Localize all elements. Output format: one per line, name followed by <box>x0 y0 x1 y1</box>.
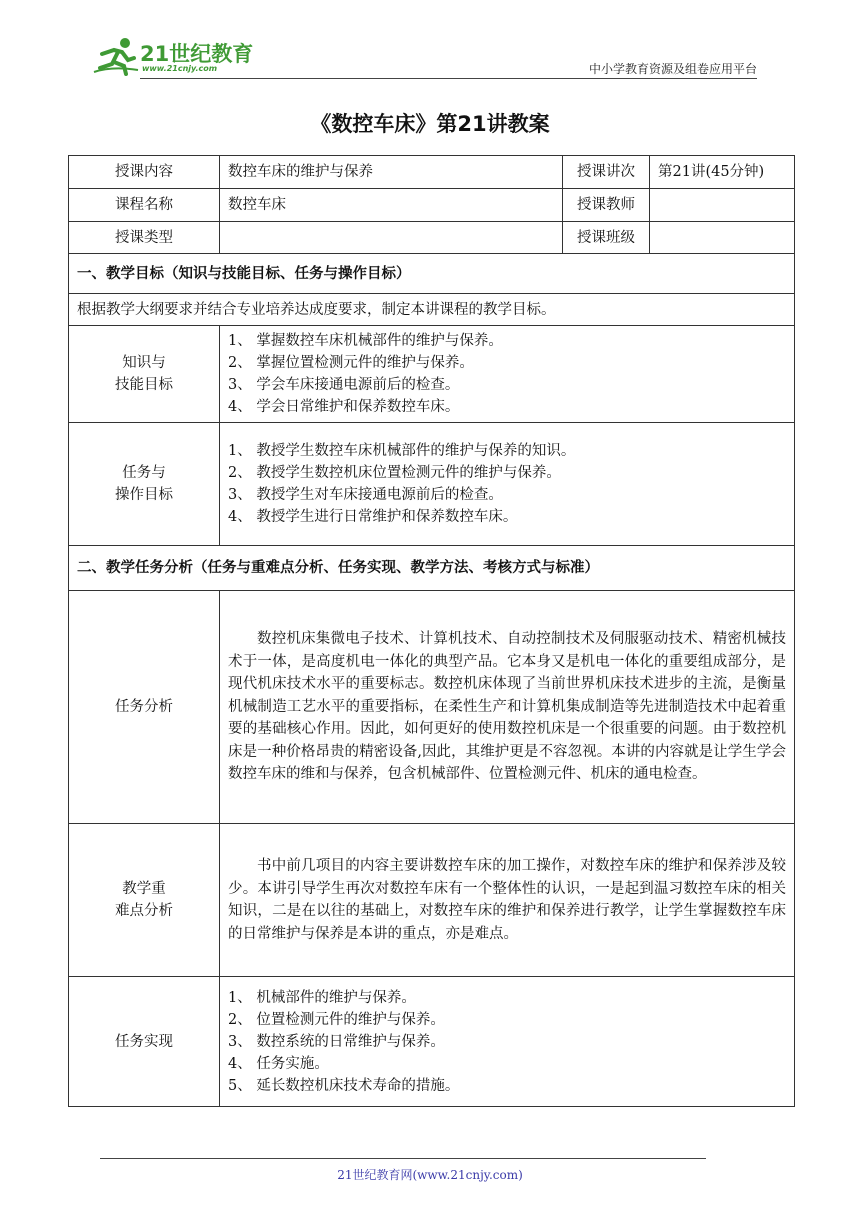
session-label: 授课讲次 <box>563 156 650 189</box>
logo-url: www.21cnjy.com <box>142 64 218 73</box>
knowledge-goals-list <box>220 326 795 423</box>
list-item: 1、 掌握数控车床机械部件的维护与保养。 <box>228 333 503 349</box>
section1-intro-row <box>69 294 795 326</box>
section1-heading-row <box>69 254 795 294</box>
task-label-line1: 任务与 <box>122 465 166 481</box>
session-value: 第21讲(45分钟) <box>650 156 795 189</box>
list-item: 2、 教授学生数控机床位置检测元件的维护与保养。 <box>228 465 561 481</box>
implementation-row <box>69 977 795 1107</box>
knowledge-label-line1: 知识与 <box>122 355 166 371</box>
header-divider <box>140 78 757 79</box>
difficulty-label <box>69 824 220 977</box>
class-value <box>650 222 795 254</box>
list-item: 2、 位置检测元件的维护与保养。 <box>228 1011 445 1028</box>
section1-intro: 根据教学大纲要求并结合专业培养达成度要求，制定本讲课程的教学目标。 <box>69 294 795 326</box>
page-header <box>92 30 757 80</box>
info-row-course <box>69 189 795 222</box>
knowledge-label-line2: 技能目标 <box>115 377 173 393</box>
task-analysis-label: 任务分析 <box>69 591 220 824</box>
list-item: 4、 任务实施。 <box>228 1055 329 1072</box>
task-goals-row <box>69 423 795 546</box>
difficulty-label-line1: 教学重 <box>122 881 166 897</box>
task-analysis-text <box>220 591 795 824</box>
knowledge-goals-label <box>69 326 220 423</box>
site-logo[interactable] <box>92 36 262 76</box>
implementation-label: 任务实现 <box>69 977 220 1107</box>
list-item: 5、 延长数控机床技术寿命的措施。 <box>228 1077 460 1094</box>
list-item: 1、 教授学生数控车床机械部件的维护与保养的知识。 <box>228 443 576 459</box>
content-label: 授课内容 <box>69 156 220 189</box>
footer-divider <box>100 1158 706 1159</box>
class-label: 授课班级 <box>563 222 650 254</box>
teacher-label: 授课教师 <box>563 189 650 222</box>
type-value <box>220 222 563 254</box>
list-item: 4、 教授学生进行日常维护和保养数控车床。 <box>228 509 518 525</box>
difficulty-row <box>69 824 795 977</box>
task-label-line2: 操作目标 <box>115 487 173 503</box>
section2-heading: 二、教学任务分析（任务与重难点分析、任务实现、教学方法、考核方式与标准） <box>69 546 795 591</box>
content-value: 数控车床的维护与保养 <box>220 156 563 189</box>
runner-icon <box>92 36 140 76</box>
task-goals-list <box>220 423 795 546</box>
teacher-value <box>650 189 795 222</box>
implementation-list <box>220 977 795 1107</box>
difficulty-label-line2: 难点分析 <box>115 903 173 919</box>
info-row-content <box>69 156 795 189</box>
course-value: 数控车床 <box>220 189 563 222</box>
list-item: 4、 学会日常维护和保养数控车床。 <box>228 399 460 415</box>
task-goals-label <box>69 423 220 546</box>
section2-heading-row <box>69 546 795 591</box>
difficulty-text <box>220 824 795 977</box>
task-analysis-row <box>69 591 795 824</box>
info-row-type <box>69 222 795 254</box>
list-item: 2、 掌握位置检测元件的维护与保养。 <box>228 355 474 371</box>
list-item: 3、 数控系统的日常维护与保养。 <box>228 1033 445 1050</box>
list-item: 1、 机械部件的维护与保养。 <box>228 989 416 1006</box>
platform-name: 中小学教育资源及组卷应用平台 <box>588 62 757 76</box>
task-analysis-paragraph: 数控机床集微电子技术、计算机技术、自动控制技术及伺服驱动技术、精密机械技术于一体，是高度机电一体化的典型产品。它本身又是机电一体化的重要组成部分，是现代机床技术水平的重要标志。数控机床体现了当前世界机床技术进步的主流，是衡量机械制造工艺水平的重要指标，在柔性生产和计算机集成制造等先进制造技术中起着重要的基础核心作用。因此，如何更好的使用数控机床是一个很重要的问题。由于数控机床是一种价格昂贵的精密设备,因此，其维护更是不容忽视。本讲的内容就是让学生学会数控车床的维和与保养，包含机械部件、位置检测元件、机床的通电检查。 <box>228 631 786 783</box>
section1-heading: 一、教学目标（知识与技能目标、任务与操作目标） <box>69 254 795 294</box>
logo-text: 21世纪教育 <box>140 42 254 66</box>
course-label: 课程名称 <box>69 189 220 222</box>
list-item: 3、 学会车床接通电源前后的检查。 <box>228 377 460 393</box>
footer-link[interactable]: 21世纪教育网(www.21cnjy.com) <box>337 1168 523 1182</box>
list-item: 3、 教授学生对车床接通电源前后的检查。 <box>228 487 503 503</box>
type-label: 授课类型 <box>69 222 220 254</box>
lesson-plan-table <box>68 155 795 1107</box>
document-title: 《数控车床》第21讲教案 <box>310 112 550 136</box>
knowledge-goals-row <box>69 326 795 423</box>
difficulty-paragraph: 书中前几项目的内容主要讲数控车床的加工操作，对数控车床的维护和保养涉及较少。本讲引导学生再次对数控车床有一个整体性的认识，一是起到温习数控车床的相关知识，二是在以往的基础上，对数控车床的维护和保养进行教学，让学生掌握数控车床的日常维护与保养是本讲的重点，亦是难点。 <box>228 858 786 942</box>
